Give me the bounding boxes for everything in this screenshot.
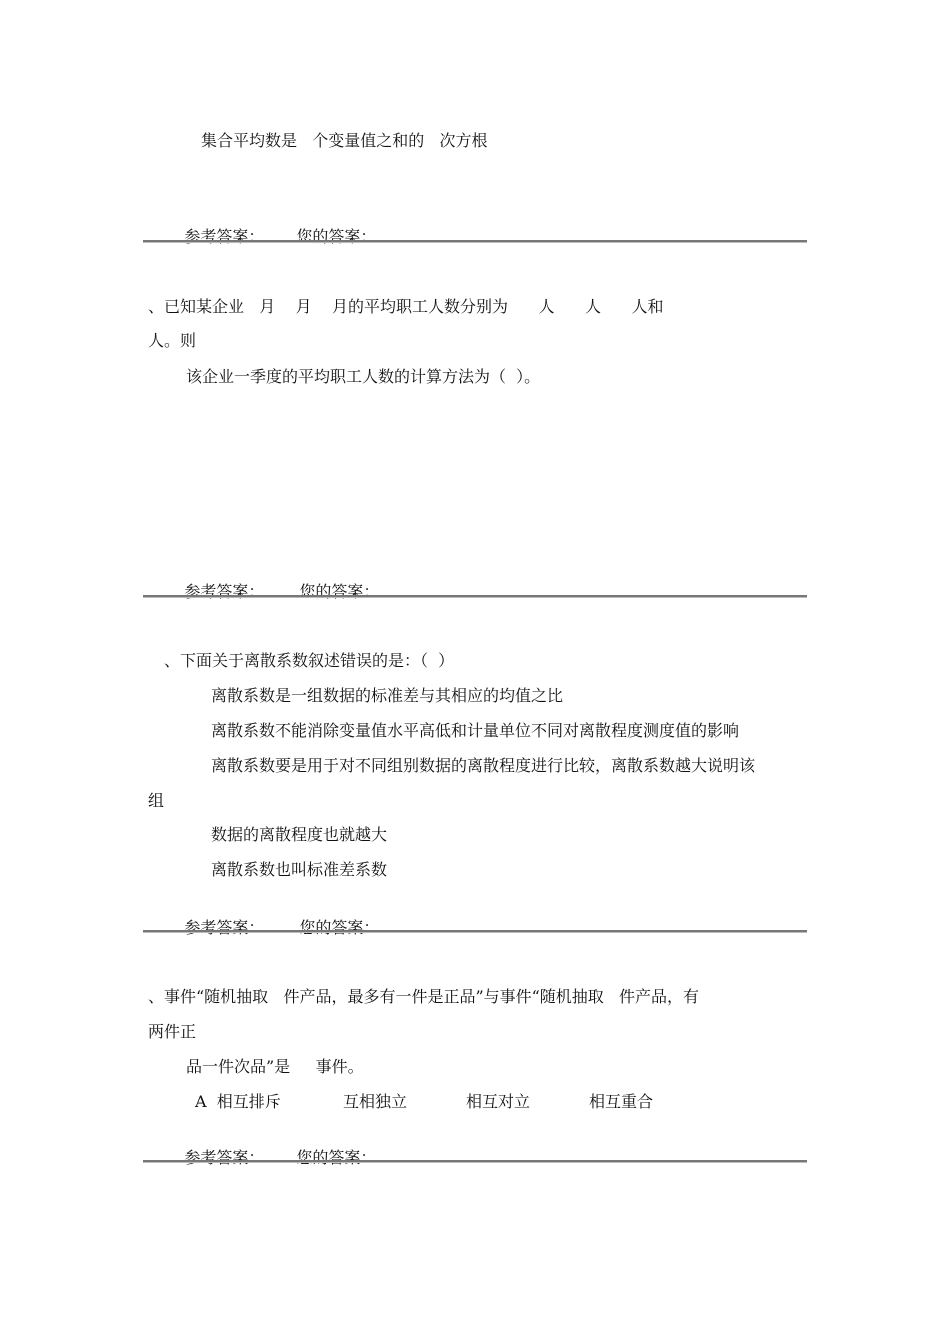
- answer-row-1: [164, 207, 376, 267]
- reference-answer-label: 参考答案：: [184, 227, 265, 246]
- your-answer-label: 您的答案：: [296, 1148, 377, 1167]
- question-3-stem: 、下面关于离散系数叙述错误的是：（ ）: [164, 651, 455, 670]
- question-3-option-3-cont: 数据的离散程度也就越大: [211, 825, 388, 844]
- question-4-line-1: 、事件“随机抽取 件产品，最多有一件是正品”与事件“随机抽取 件产品，有: [148, 987, 700, 1006]
- question-2-line-1: 、已知某企业 月 月 月的平均职工人数分别为 人 人 人和: [148, 297, 664, 316]
- your-answer-label: 您的答案：: [296, 227, 377, 246]
- question-4-option-a: A 相互排斥: [195, 1092, 281, 1111]
- answer-row-2: [164, 562, 379, 622]
- question-4-line-3: 品一件次品”是 事件。: [186, 1057, 364, 1076]
- question-4-option-b: 互相独立: [343, 1092, 408, 1111]
- divider: [143, 1160, 807, 1163]
- your-answer-label: 您的答案：: [299, 918, 380, 937]
- divider: [143, 595, 807, 598]
- question-2-line-3: 该企业一季度的平均职工人数的计算方法为（ ）。: [186, 367, 541, 386]
- question-3-option-1: 离散系数是一组数据的标准差与其相应的均值之比: [211, 686, 564, 705]
- reference-answer-label: 参考答案：: [184, 918, 265, 937]
- answer-row-4: [164, 1128, 376, 1188]
- question-1-text: 集合平均数是 个变量值之和的 次方根: [201, 131, 488, 150]
- divider: [143, 240, 807, 243]
- question-3-option-4: 离散系数也叫标准差系数: [211, 860, 388, 879]
- divider: [143, 930, 807, 933]
- question-3-option-2: 离散系数不能消除变量值水平高低和计量单位不同对离散程度测度值的影响: [211, 721, 740, 740]
- question-4-option-c: 相互对立: [466, 1092, 531, 1111]
- reference-answer-label: 参考答案：: [184, 582, 265, 601]
- question-4-option-d: 相互重合: [589, 1092, 654, 1111]
- reference-answer-label: 参考答案：: [184, 1148, 265, 1167]
- question-2-line-2: 人。则: [148, 331, 197, 350]
- question-4-line-2: 两件正: [148, 1022, 197, 1041]
- question-3-option-3-wrap: 组: [148, 791, 165, 810]
- answer-row-3: [164, 898, 379, 958]
- question-3-option-3: 离散系数要是用于对不同组别数据的离散程度进行比较，离散系数越大说明该: [211, 756, 756, 775]
- your-answer-label: 您的答案：: [299, 582, 380, 601]
